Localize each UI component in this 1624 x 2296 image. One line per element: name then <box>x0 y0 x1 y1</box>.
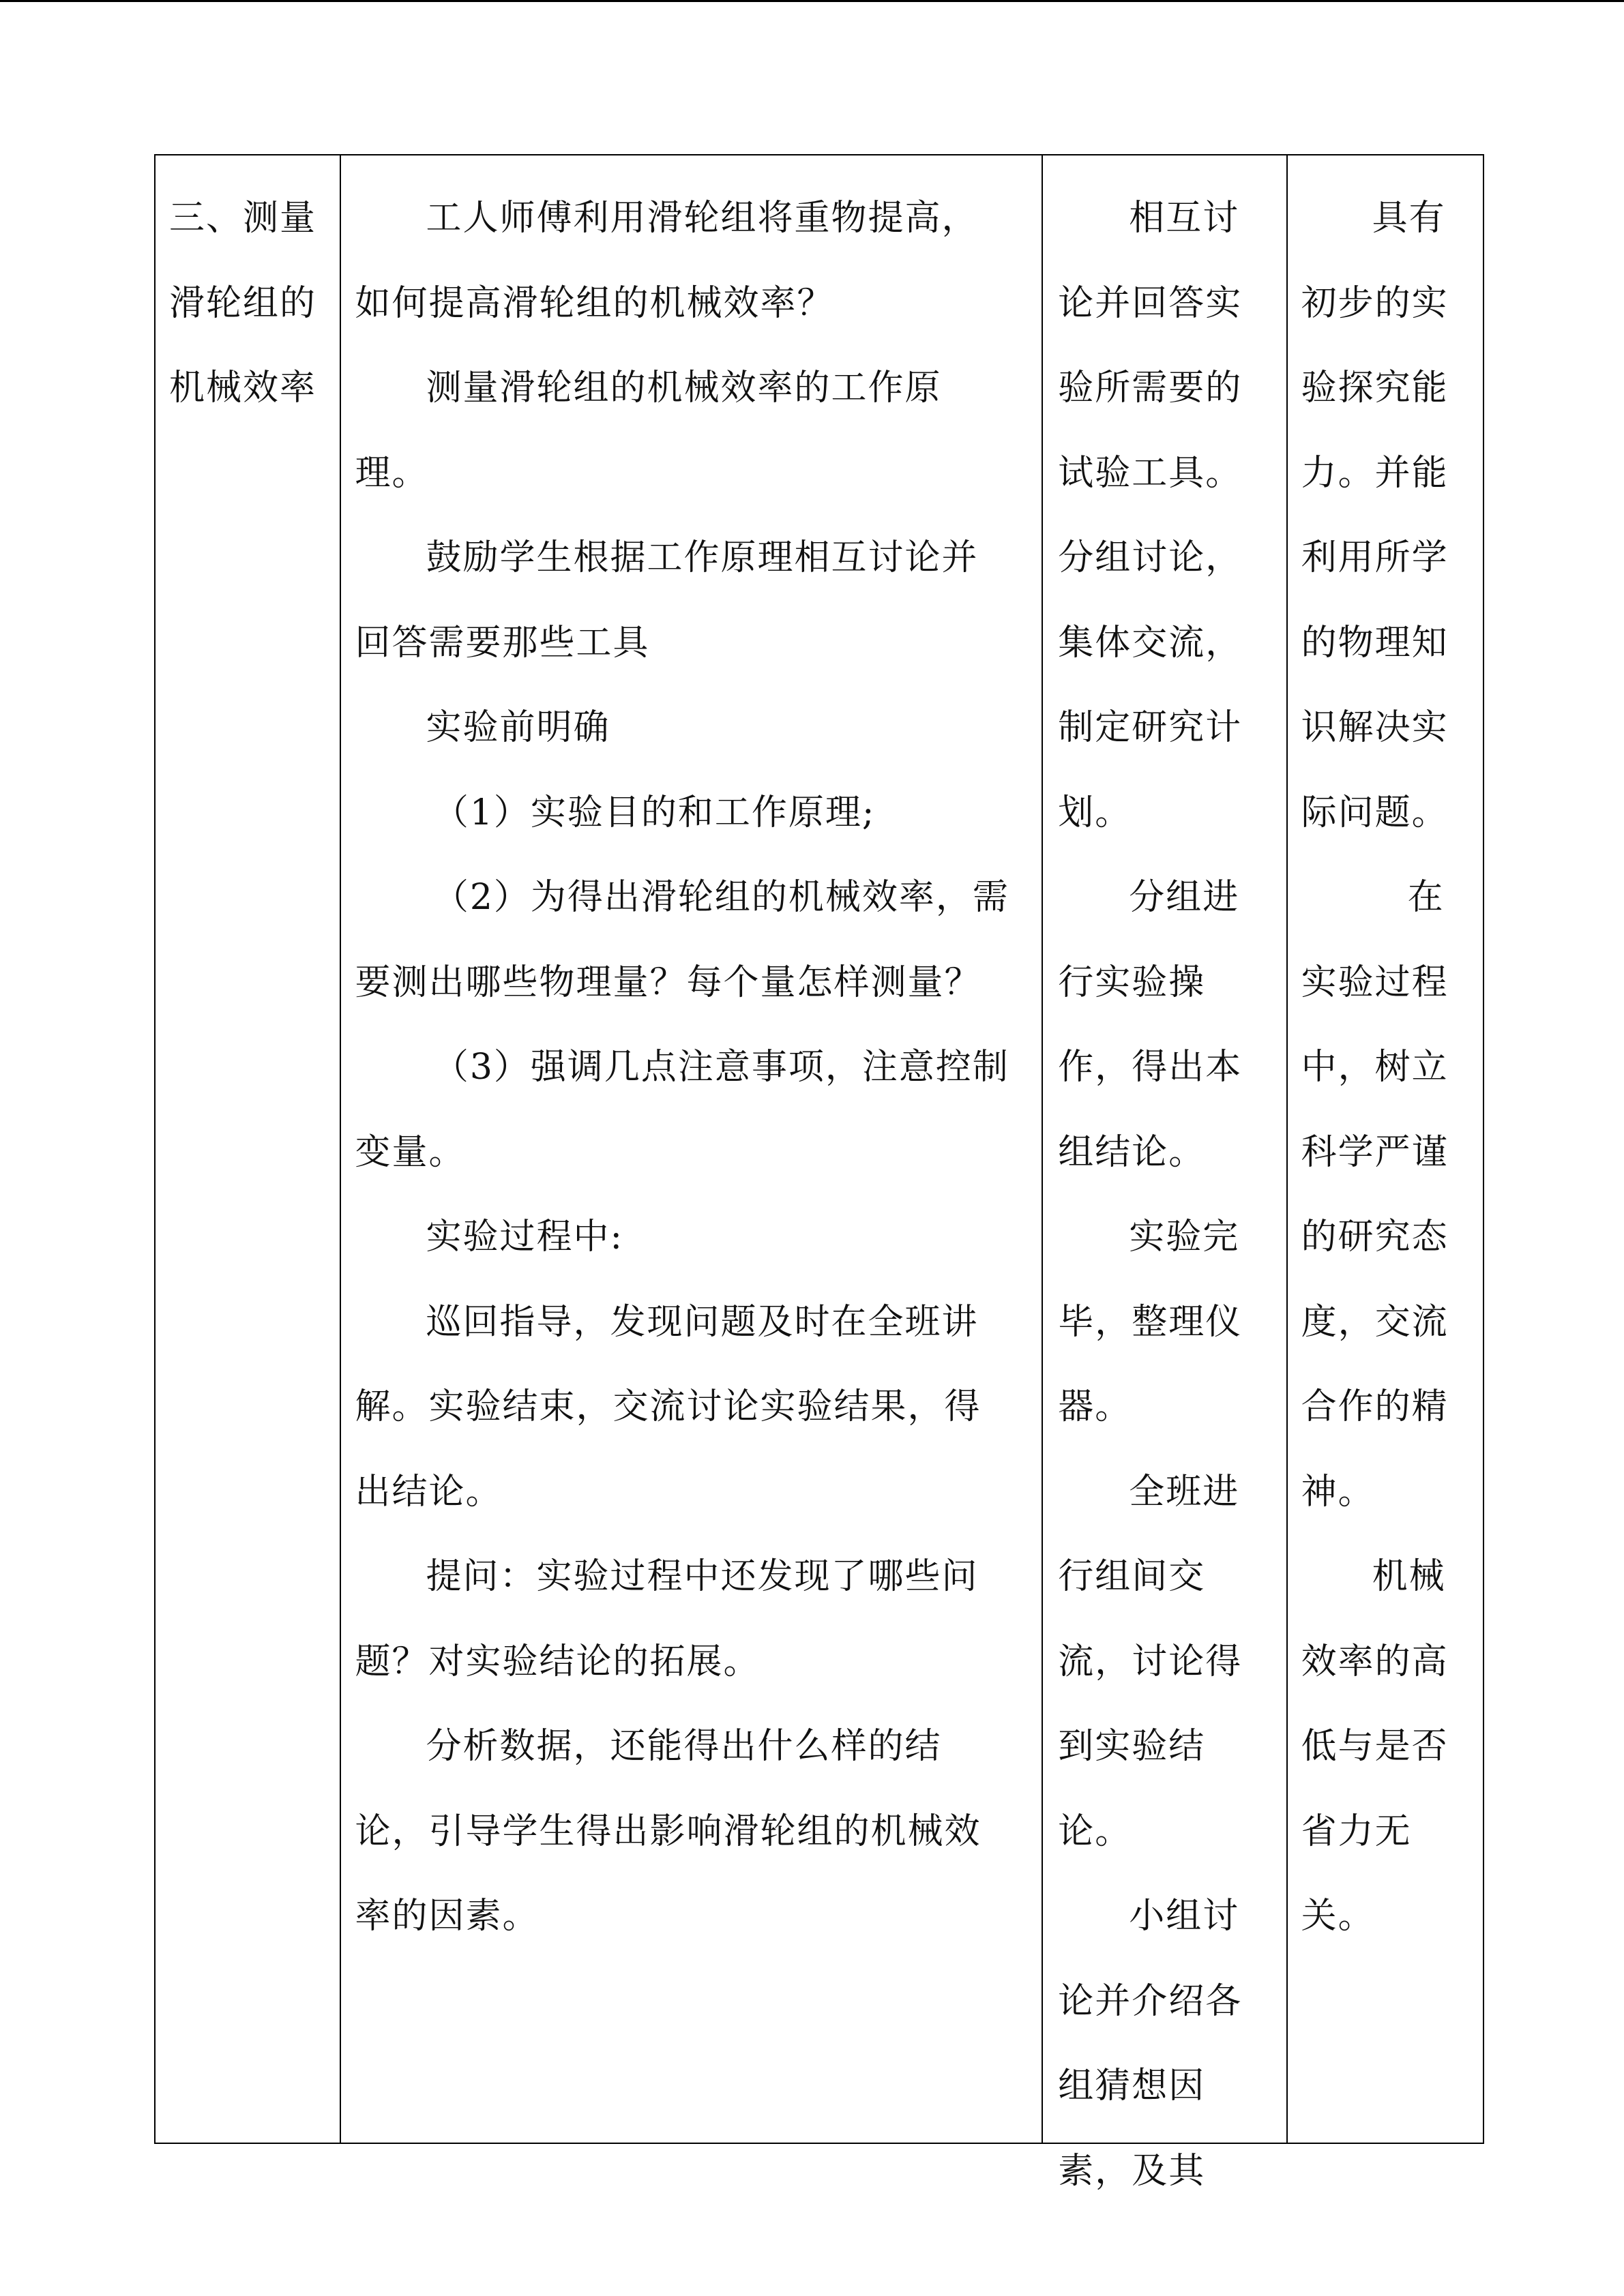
teacher-list-item: （1）实验目的和工作原理; <box>432 792 876 833</box>
teacher-paragraph: 分析数据，还能得出什么样的结论，引导学生得出影响滑轮组的机械效率的因素。 <box>355 1726 981 1937</box>
teacher-paragraph: 实验前明确 <box>426 707 610 748</box>
page-top-border <box>0 0 1624 2</box>
intent-paragraph: 在实验过程中，树立科学严谨的研究态度，交流合作的精神。 <box>1301 877 1449 1512</box>
intent-paragraph: 机械效率的高低与是否省力无关。 <box>1301 1556 1449 1937</box>
student-paragraph: 分组进行实验操作，得出本组结论。 <box>1058 877 1243 1173</box>
design-intent-cell <box>1286 155 1483 2143</box>
teacher-paragraph: 测量滑轮组的机械效率的工作原理。 <box>355 368 942 494</box>
stage-cell <box>156 155 340 2143</box>
teacher-activity-cell <box>340 155 1042 2143</box>
student-paragraph: 实验完毕，整理仪器。 <box>1058 1217 1243 1427</box>
teacher-list-item: （3）强调几点注意事项，注意控制变量。 <box>355 1047 1009 1173</box>
intent-paragraph: 具有初步的实验探究能力。并能利用所学的物理知识解决实际问题。 <box>1301 198 1449 833</box>
teacher-paragraph: 巡回指导，发现问题及时在全班讲解。实验结束，交流讨论实验结果，得出结论。 <box>355 1301 981 1512</box>
teacher-list-item: （2）为得出滑轮组的机械效率，需要测出哪些物理量？每个量怎样测量？ <box>355 877 1009 1003</box>
lesson-plan-table <box>154 154 1484 2192</box>
student-paragraph: 小组讨论并介绍各组猜想因素，及其 <box>1058 1896 1243 2192</box>
student-activity-cell <box>1042 155 1286 2192</box>
teacher-paragraph: 实验过程中: <box>426 1217 623 1257</box>
stage-title: 三、测量滑轮组的机械效率 <box>169 198 317 408</box>
student-paragraph: 相互讨论并回答实验所需要的试验工具。分组讨论，集体交流，制定研究计划。 <box>1058 198 1243 833</box>
teacher-paragraph: 鼓励学生根据工作原理相互讨论并回答需要那些工具 <box>355 537 979 664</box>
student-paragraph: 全班进行组间交流，讨论得到实验结论。 <box>1058 1471 1243 1852</box>
teacher-paragraph: 提问：实验过程中还发现了哪些问题？对实验结论的拓展。 <box>355 1556 979 1682</box>
teacher-paragraph: 工人师傅利用滑轮组将重物提高，如何提高滑轮组的机械效率？ <box>355 198 979 324</box>
